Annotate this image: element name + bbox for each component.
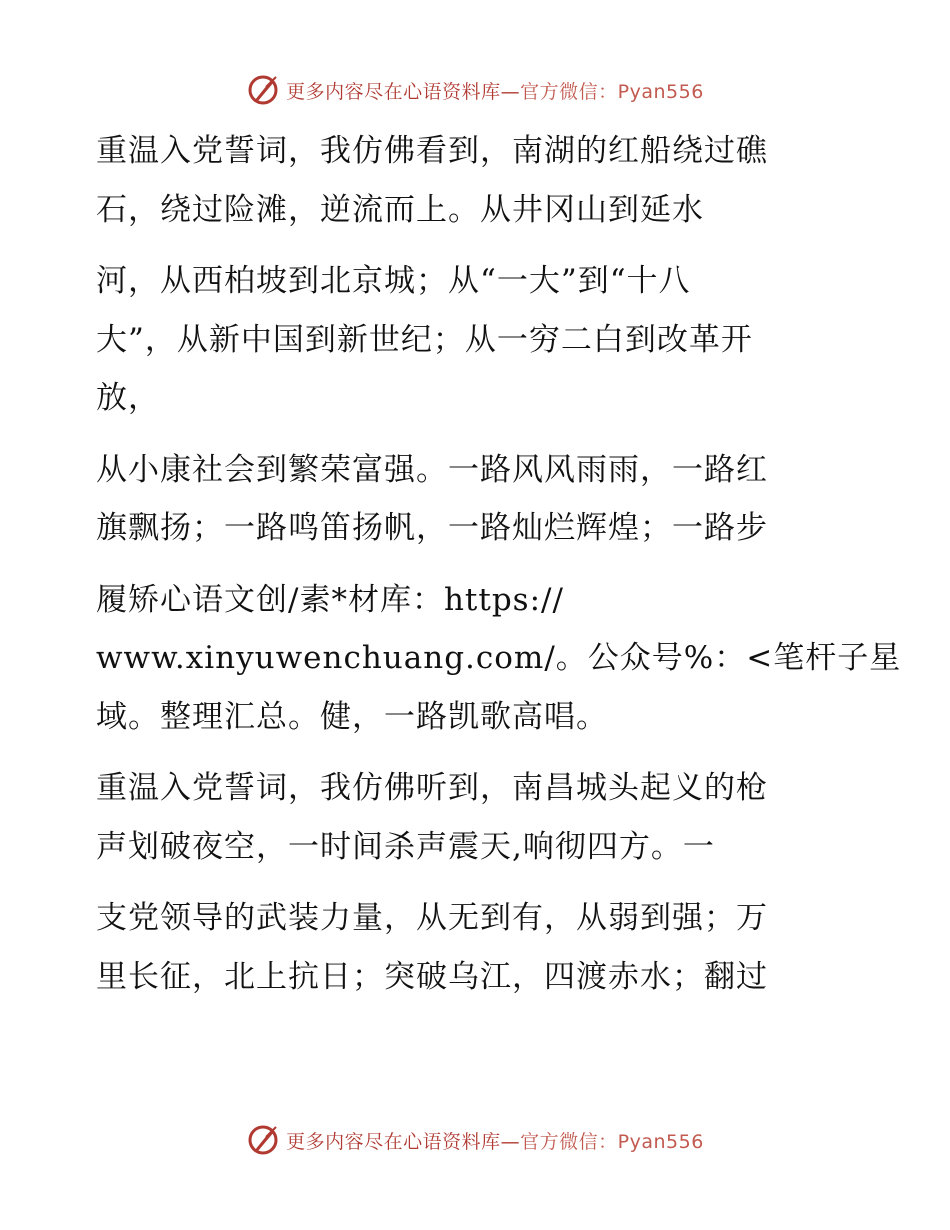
text-line: 石，绕过险滩，逆流而上。从井冈山到延水 <box>96 191 704 228</box>
header-banner-text <box>286 77 704 104</box>
text-line: 重温入党誓词，我仿佛听到，南昌城头起义的枪 <box>96 770 768 806</box>
document-body <box>96 122 902 1006</box>
footer-banner-main: 更多内容尽在心语资料库 <box>286 1130 501 1153</box>
paragraph-1 <box>96 122 836 239</box>
header-banner-wechat: 官方微信：Pyan556 <box>520 80 704 103</box>
footer-banner-separator: — <box>500 1130 521 1153</box>
paragraph-6 <box>96 889 836 1006</box>
text-line: 支党领导的武装力量，从无到有，从弱到强；万 <box>96 900 768 936</box>
text-line: 河，从西柏坡到北京城；从“一大”到“十八 <box>96 263 691 299</box>
quill-pen-circle-icon <box>246 1123 280 1157</box>
paragraph-4 <box>96 571 902 747</box>
text-line: 从小康社会到繁荣富强。一路风风雨雨，一路红 <box>96 451 768 488</box>
paragraph-2 <box>96 252 836 428</box>
paragraph-5 <box>96 759 836 876</box>
footer-banner-text <box>286 1127 704 1154</box>
text-line: 大”，从新中国到新世纪；从一穷二白到改革开 <box>96 321 753 358</box>
text-line: 声划破夜空，一时间杀声震天,响彻四方。一 <box>96 828 715 865</box>
quill-pen-circle-icon <box>246 73 280 107</box>
page-footer-banner <box>0 1120 950 1160</box>
footer-banner-wechat: 官方微信：Pyan556 <box>520 1130 704 1153</box>
header-banner-separator: — <box>500 80 521 103</box>
text-line: 旗飘扬；一路鸣笛扬帆，一路灿烂辉煌；一路步 <box>96 510 768 546</box>
text-line: 域。整理汇总。健，一路凯歌高唱。 <box>96 698 608 735</box>
paragraph-3 <box>96 441 836 558</box>
text-line: www.xinyuwenchuang.com/。公众号%：<笔杆子星 <box>96 640 902 676</box>
text-line: 里长征，北上抗日；突破乌江，四渡赤水；翻过 <box>96 958 768 995</box>
text-line: 履矫心语文创/素*材库：https:// <box>96 581 564 618</box>
text-line: 重温入党誓词，我仿佛看到，南湖的红船绕过礁 <box>96 133 768 169</box>
header-banner-main: 更多内容尽在心语资料库 <box>286 80 501 103</box>
text-line: 放， <box>96 380 160 416</box>
page-header-banner <box>0 70 950 110</box>
